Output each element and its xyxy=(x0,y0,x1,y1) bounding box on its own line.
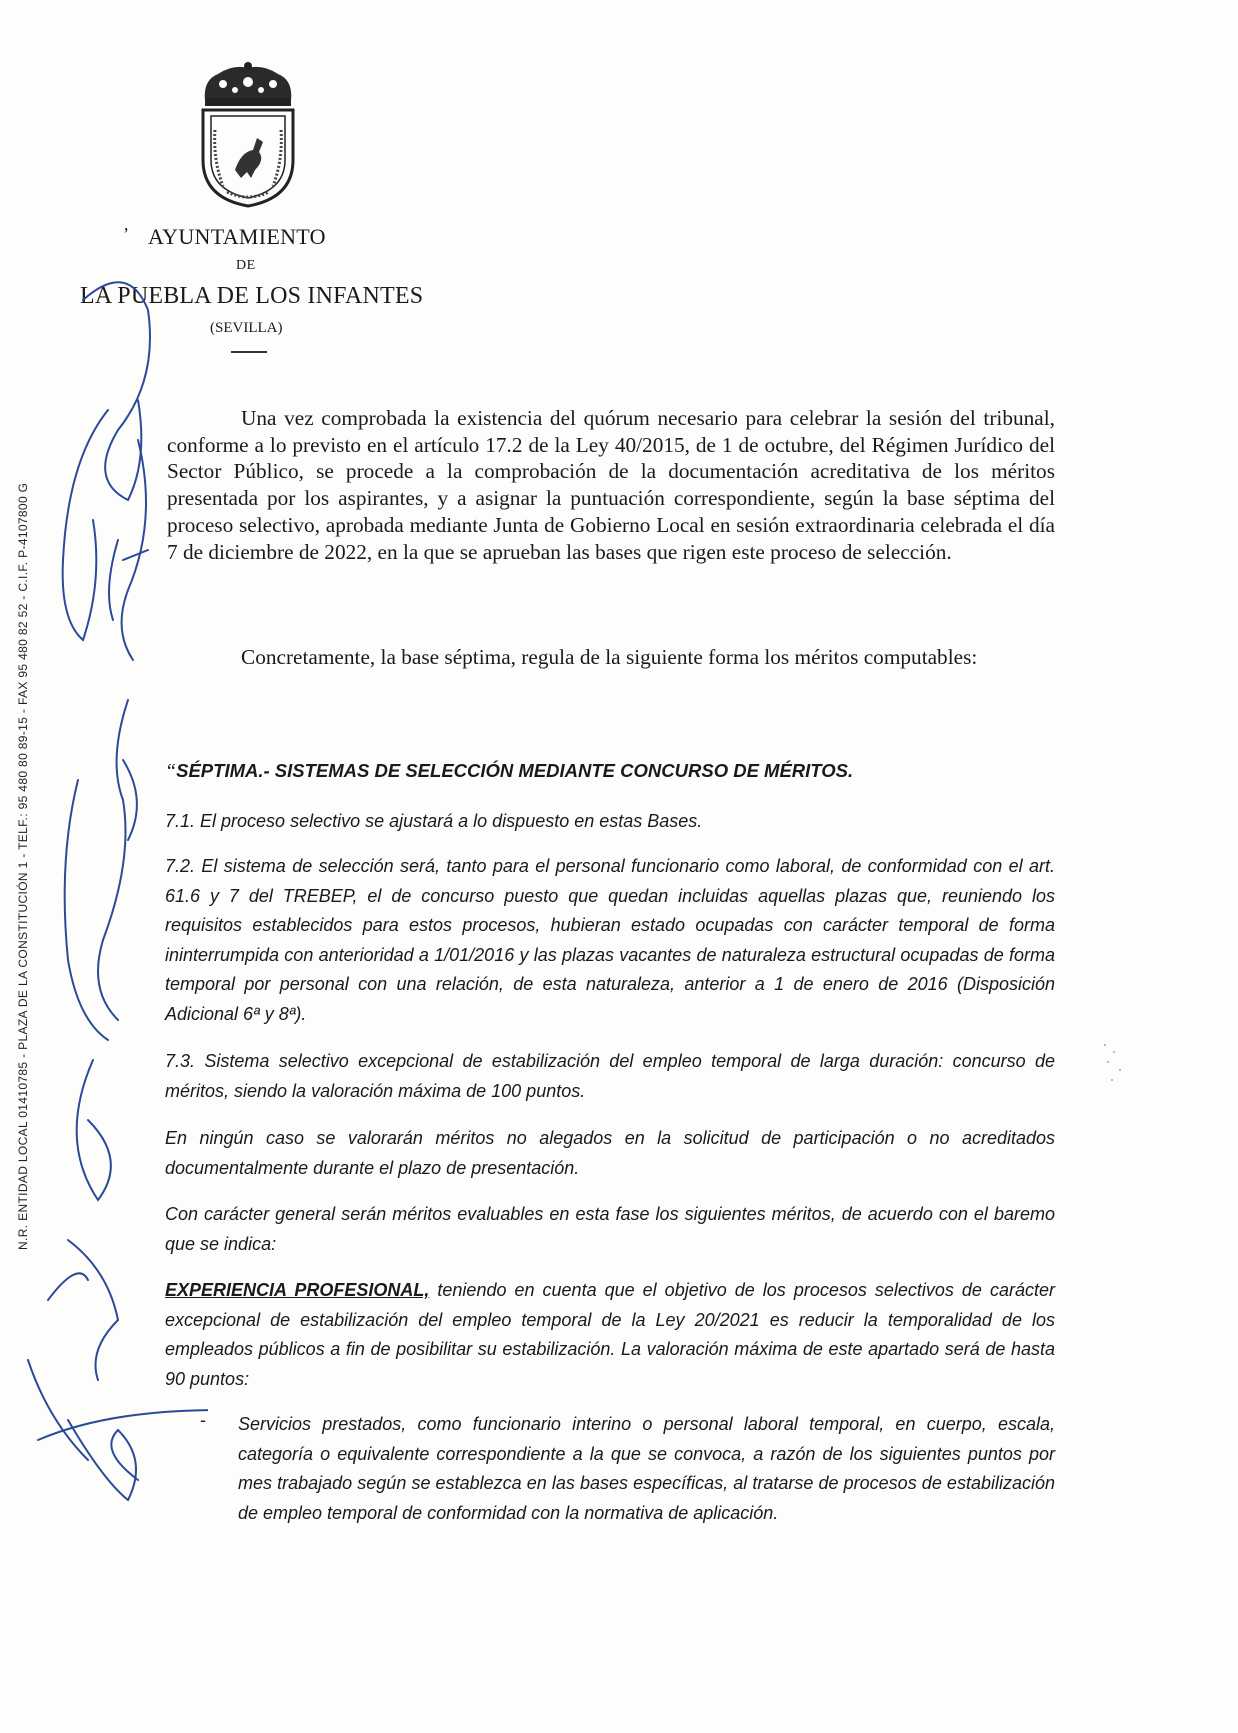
org-name-line1: AYUNTAMIENTO xyxy=(148,224,326,249)
ink-tick-mark: ’ xyxy=(123,224,129,244)
clause-general-merits: Con carácter general serán méritos evaluables en esta fase los siguientes méritos, de acuerdo con el baremo que se indica: xyxy=(165,1204,1055,1254)
org-province: (SEVILLA) xyxy=(210,320,283,336)
clause-professional-experience xyxy=(165,1276,1055,1394)
municipal-crest-logo xyxy=(193,60,303,210)
experience-text: teniendo en cuenta que el objetivo de los procesos selectivos de carácter excepcional de estabilización del empleo temporal de la Ley 20/2021 es reducir la temporalidad de los empleados públicos a fin de posibilitar su estabilización. La valoración máxima de este apartado será de hasta 90 puntos: xyxy=(165,1280,1055,1389)
scan-specks xyxy=(1100,1040,1140,1090)
bullet-marker: - xyxy=(200,1410,206,1430)
clause-7-1: 7.1. El proceso selectivo se ajustará a lo dispuesto en estas Bases. xyxy=(165,811,703,831)
open-quote: “ xyxy=(165,760,177,782)
org-name-line3: LA PUEBLA DE LOS INFANTES xyxy=(80,283,424,309)
letterhead-divider xyxy=(231,351,267,353)
section-heading-text: SÉPTIMA.- SISTEMAS DE SELECCIÓN MEDIANTE CONCURSO DE MÉRITOS. xyxy=(176,760,854,781)
experience-lead: EXPERIENCIA PROFESIONAL, xyxy=(165,1280,430,1300)
clause-7-3: 7.3. Sistema selectivo excepcional de estabilización del empleo temporal de larga duración: concurso de méritos, siendo la valoración máxima de 100 puntos. xyxy=(165,1051,1055,1101)
bullet-services-provided: Servicios prestados, como funcionario interino o personal laboral temporal, en cuerpo, escala, categoría o equivalente correspondiente a la que se convoca, a razón de los siguientes puntos por mes trabajado según se establezca en las bases específicas, al tratarse de procesos de estabilización de empleo temporal de conformidad con la normativa de aplicación. xyxy=(238,1414,1055,1523)
section-heading xyxy=(165,760,853,783)
margin-contact-line: N.R. ENTIDAD LOCAL 01410785 - PLAZA DE LA CONSTITUCIÓN 1 - TELF.: 95 480 80 89-15 - FAX 95 480 82 52 - C.I.F. P-4107800 G xyxy=(16,482,30,1250)
org-name-line2: DE xyxy=(236,258,256,273)
base-reference-paragraph: Concretamente, la base séptima, regula de la siguiente forma los méritos computables: xyxy=(241,645,978,669)
intro-paragraph: Una vez comprobada la existencia del quórum necesario para celebrar la sesión del tribunal, conforme a lo previsto en el artículo 17.2 de la Ley 40/2015, de 1 de octubre, del Régimen Jurídico del Sector Público, se procede a la comprobación de la documentación acreditativa de los méritos presentada por los aspirantes, y a asignar la puntuación correspondiente, según la base séptima del proceso selectivo, aprobada mediante Junta de Gobierno Local en sesión extraordinaria celebrada el día 7 de diciembre de 2022, en la que se aprueban las bases que rigen este proceso de selección. xyxy=(167,406,1055,564)
clause-no-merits: En ningún caso se valorarán méritos no alegados en la solicitud de participación o no acreditados documentalmente durante el plazo de presentación. xyxy=(165,1128,1055,1178)
clause-7-2: 7.2. El sistema de selección será, tanto para el personal funcionario como laboral, de conformidad con el art. 61.6 y 7 del TREBEP, el de concurso puesto que quedan incluidas aquellas plazas que, reuniendo los requisitos establecidos para estos procesos, hubieran estado ocupadas con carácter temporal de forma ininterrumpida con anterioridad a 1/01/2016 y las plazas vacantes de naturaleza estructural ocupadas de forma temporal por personal con una relación, de esta naturaleza, anterior a 1 de enero de 2016 (Disposición Adicional 6ª y 8ª). xyxy=(165,856,1055,1024)
